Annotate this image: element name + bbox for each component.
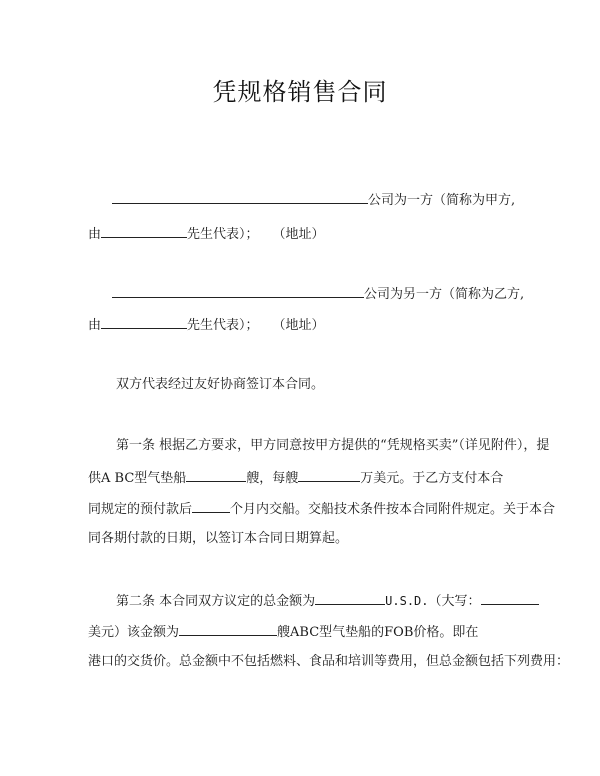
article-1-price-text: 万美元。于乙方支付本合: [360, 471, 504, 486]
article-1-each-text: 艘，每艘: [246, 471, 299, 486]
article-2-words-blank[interactable]: [481, 591, 539, 605]
party-b-company-blank[interactable]: [112, 284, 364, 298]
article-2-line-3: 港口的交货价。总金额中不包括燃料、食品和培训等费用，但总金额包括下列费用：: [88, 654, 570, 669]
article-1-prepay-text: 同规定的预付款后: [88, 502, 193, 517]
article-1-line-2: [88, 468, 503, 488]
article-1-delivery-text: 个月内交船。交船技术条件按本合同附件规定。关于本合: [230, 502, 556, 517]
party-b-by-label: 由: [88, 318, 102, 333]
article-1-line-1: 第一条 根据乙方要求，甲方同意按甲方提供的“凭规格买卖”（详见附件），提: [116, 438, 550, 453]
party-a-line-1: [112, 190, 515, 210]
party-a-company-blank[interactable]: [112, 190, 368, 204]
article-2-line-1: [116, 591, 539, 611]
article-2-fob-text: 艘ABC型气垫船的FOB价格。即在: [277, 625, 479, 640]
article-1-line-3: [88, 499, 555, 519]
document-title: 凭规格销售合同: [212, 78, 388, 106]
article-1-vessel-text: 供A BC型气垫船: [88, 471, 187, 486]
article-2-total-text: 第二条 本合同双方议定的总金额为: [116, 594, 316, 609]
article-1-price-blank[interactable]: [298, 468, 360, 482]
party-a-rep-label: 先生代表）；: [187, 227, 259, 242]
party-a-address-label: （地址）: [272, 227, 325, 242]
party-b-line-2: [88, 315, 325, 335]
party-a-line-1-text: 公司为一方（简称为甲方,: [368, 193, 516, 208]
article-2-usd-text: 美元）该金额为: [88, 625, 180, 640]
article-2-total-blank[interactable]: [315, 591, 385, 605]
article-1-months-blank[interactable]: [192, 499, 230, 513]
party-a-line-2: [88, 224, 325, 244]
party-b-rep-blank[interactable]: [101, 315, 187, 329]
article-1-line-4: 同各期付款的日期，以签订本合同日期算起。: [88, 531, 349, 546]
party-a-rep-blank[interactable]: [101, 224, 187, 238]
article-1-quantity-blank[interactable]: [186, 468, 246, 482]
party-b-line-1: [112, 284, 524, 304]
article-2-vessels-blank[interactable]: [179, 622, 277, 636]
party-b-address-label: （地址）: [272, 318, 325, 333]
article-2-words-label: （大写：: [428, 594, 481, 609]
party-b-line-1-text: 公司为另一方（简称为乙方,: [364, 287, 525, 302]
article-2-currency: U.S.D.: [385, 594, 429, 608]
party-b-rep-label: 先生代表）；: [187, 318, 259, 333]
party-a-by-label: 由: [88, 227, 102, 242]
intro-paragraph: 双方代表经过友好协商签订本合同。: [116, 377, 325, 392]
article-2-line-2: [88, 622, 478, 642]
